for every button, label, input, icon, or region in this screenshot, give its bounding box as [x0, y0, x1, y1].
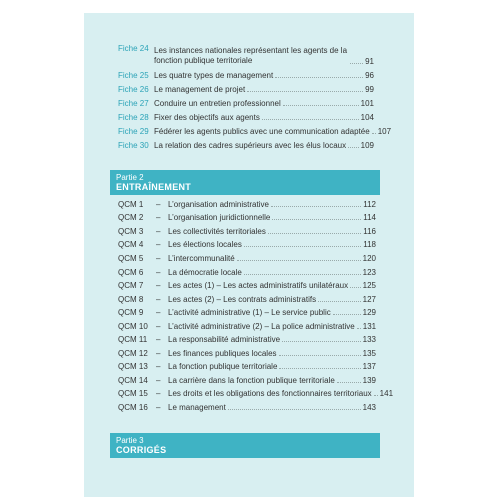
- dot-leader: [357, 328, 361, 329]
- page-number: 118: [363, 240, 376, 249]
- qcm-number: QCM 15: [118, 389, 148, 398]
- toc-entry-qcm-8[interactable]: [118, 292, 376, 304]
- toc-entry-qcm-6[interactable]: [118, 265, 376, 277]
- qcm-number: QCM 13: [118, 362, 148, 371]
- dot-leader: [272, 219, 361, 220]
- qcm-title: Les actes (1) – Les actes administratifs unilatéraux: [168, 281, 349, 290]
- dash-separator: –: [156, 403, 161, 412]
- dot-leader: [279, 355, 361, 356]
- dot-leader: [372, 133, 376, 134]
- page-number: 125: [362, 281, 376, 290]
- page-number: 114: [363, 213, 376, 222]
- dot-leader: [374, 395, 378, 396]
- part-2-header[interactable]: [110, 170, 380, 195]
- dash-separator: –: [156, 227, 161, 236]
- fiche-title: Fixer des objectifs aux agents: [154, 113, 260, 122]
- qcm-number: QCM 4: [118, 240, 144, 249]
- dot-leader: [279, 368, 360, 369]
- qcm-number: QCM 8: [118, 295, 144, 304]
- qcm-number: QCM 6: [118, 268, 144, 277]
- dot-leader: [350, 287, 361, 288]
- qcm-number: QCM 3: [118, 227, 144, 236]
- page-number: 120: [362, 254, 376, 263]
- fiche-title: Fédérer les agents publics avec une communication adaptée: [154, 127, 370, 136]
- qcm-title: L’intercommunalité: [168, 254, 235, 263]
- fiche-number: Fiche 27: [118, 99, 149, 108]
- dot-leader: [282, 341, 361, 342]
- qcm-number: QCM 1: [118, 200, 144, 209]
- fiche-title: Les instances nationales représentant les agents de la fonction publique territoriale: [154, 46, 348, 65]
- dash-separator: –: [156, 240, 161, 249]
- dash-separator: –: [156, 281, 161, 290]
- qcm-title: L’organisation juridictionnelle: [168, 213, 271, 222]
- fiche-number: Fiche 25: [118, 71, 149, 80]
- dot-leader: [262, 119, 359, 120]
- page-number: 137: [362, 362, 376, 371]
- part-label: Partie 3: [116, 436, 144, 445]
- qcm-title: Les actes (2) – Les contrats administratifs: [168, 295, 317, 304]
- toc-entry-qcm-13[interactable]: [118, 359, 376, 371]
- part-title: CORRIGÉS: [116, 445, 167, 455]
- fiche-number: Fiche 29: [118, 127, 149, 136]
- page-number: 101: [360, 99, 374, 108]
- qcm-title: Les élections locales: [168, 240, 242, 249]
- qcm-number: QCM 14: [118, 376, 148, 385]
- page-number: 131: [362, 322, 377, 331]
- dot-leader: [283, 105, 359, 106]
- dash-separator: –: [156, 254, 161, 263]
- toc-entry-qcm-16[interactable]: [118, 400, 376, 412]
- toc-entry-qcm-11[interactable]: [118, 332, 376, 344]
- qcm-number: QCM 12: [118, 349, 148, 358]
- page-number: 139: [362, 376, 376, 385]
- toc-entry-qcm-1[interactable]: [118, 197, 376, 209]
- toc-entry-fiche-26[interactable]: [118, 82, 374, 94]
- page-number: 91: [365, 57, 374, 66]
- toc-entry-qcm-12[interactable]: [118, 346, 376, 358]
- qcm-title: La carrière dans la fonction publique territoriale: [168, 376, 335, 385]
- qcm-number: QCM 10: [118, 322, 148, 331]
- page-number: 112: [363, 200, 376, 209]
- dot-leader: [244, 246, 361, 247]
- qcm-title: La responsabilité administrative: [168, 335, 281, 344]
- toc-entry-fiche-27[interactable]: [118, 96, 374, 108]
- qcm-title: L’activité administrative (1) – Le service public: [168, 308, 331, 317]
- qcm-number: QCM 16: [118, 403, 148, 412]
- page-number: 143: [362, 403, 376, 412]
- dash-separator: –: [156, 389, 161, 398]
- toc-entry-fiche-24[interactable]: [118, 44, 374, 66]
- dot-leader: [228, 409, 361, 410]
- page-number: 96: [365, 71, 374, 80]
- dot-leader: [244, 274, 361, 275]
- dash-separator: –: [156, 376, 161, 385]
- page-number: 99: [365, 85, 374, 94]
- toc-entry-qcm-14[interactable]: [118, 373, 376, 385]
- qcm-number: QCM 5: [118, 254, 144, 263]
- dot-leader: [348, 147, 359, 148]
- qcm-title: Les collectivités territoriales: [168, 227, 266, 236]
- dot-leader: [350, 63, 363, 64]
- dash-separator: –: [156, 295, 161, 304]
- toc-page: [84, 13, 414, 497]
- toc-entry-qcm-5[interactable]: [118, 251, 376, 263]
- toc-entry-qcm-3[interactable]: [118, 224, 376, 236]
- dash-separator: –: [156, 322, 161, 331]
- toc-entry-qcm-10[interactable]: [118, 319, 376, 331]
- part-3-header[interactable]: [110, 433, 380, 458]
- page-number: 116: [363, 227, 376, 236]
- dot-leader: [268, 233, 361, 234]
- fiche-number: Fiche 24: [118, 44, 149, 53]
- fiche-title: Conduire un entretien professionnel: [154, 99, 281, 108]
- dash-separator: –: [156, 200, 161, 209]
- fiche-number: Fiche 30: [118, 141, 149, 150]
- toc-entry-fiche-30[interactable]: [118, 138, 374, 150]
- fiche-number: Fiche 26: [118, 85, 149, 94]
- toc-entry-fiche-25[interactable]: [118, 68, 374, 80]
- fiche-title: Les quatre types de management: [154, 71, 274, 80]
- page-number: 127: [362, 295, 376, 304]
- dot-leader: [247, 91, 363, 92]
- qcm-title: La fonction publique territoriale: [168, 362, 278, 371]
- page-number: 133: [362, 335, 376, 344]
- toc-entry-qcm-7[interactable]: [118, 278, 376, 290]
- qcm-number: QCM 7: [118, 281, 144, 290]
- qcm-title: Les finances publiques locales: [168, 349, 277, 358]
- dot-leader: [237, 260, 361, 261]
- page-number: 129: [362, 308, 376, 317]
- qcm-title: La démocratie locale: [168, 268, 242, 277]
- page-number: 109: [360, 141, 374, 150]
- qcm-number: QCM 11: [118, 335, 148, 344]
- fiche-title: Le management de projet: [154, 85, 246, 94]
- qcm-number: QCM 9: [118, 308, 144, 317]
- dot-leader: [337, 382, 361, 383]
- dash-separator: –: [156, 362, 161, 371]
- page-number: 123: [362, 268, 376, 277]
- dash-separator: –: [156, 213, 161, 222]
- dot-leader: [275, 77, 363, 78]
- toc-entry-qcm-4[interactable]: [118, 237, 376, 249]
- qcm-number: QCM 2: [118, 213, 144, 222]
- qcm-title: L’organisation administrative: [168, 200, 269, 209]
- toc-entry-fiche-28[interactable]: [118, 110, 374, 122]
- toc-entry-fiche-29[interactable]: [118, 124, 392, 136]
- toc-entry-qcm-15[interactable]: [118, 386, 394, 398]
- qcm-title: Le management: [168, 403, 226, 412]
- qcm-title: L’activité administrative (2) – La police administrative: [168, 322, 355, 331]
- page-number: 104: [360, 113, 374, 122]
- page-number: 135: [362, 349, 376, 358]
- dash-separator: –: [156, 335, 161, 344]
- page-number: 107: [377, 127, 392, 136]
- dash-separator: –: [156, 308, 161, 317]
- page-number: 141: [379, 389, 394, 398]
- part-label: Partie 2: [116, 173, 144, 182]
- toc-entry-qcm-9[interactable]: [118, 305, 376, 317]
- dot-leader: [271, 206, 361, 207]
- toc-entry-qcm-2[interactable]: [118, 210, 376, 222]
- dash-separator: –: [156, 349, 161, 358]
- fiche-number: Fiche 28: [118, 113, 149, 122]
- dot-leader: [318, 301, 361, 302]
- qcm-title: Les droits et les obligations des fonctionnaires territoriaux: [168, 389, 372, 398]
- dash-separator: –: [156, 268, 161, 277]
- dot-leader: [333, 314, 361, 315]
- part-title: ENTRAÎNEMENT: [116, 182, 192, 192]
- fiche-title: La relation des cadres supérieurs avec les élus locaux: [154, 141, 347, 150]
